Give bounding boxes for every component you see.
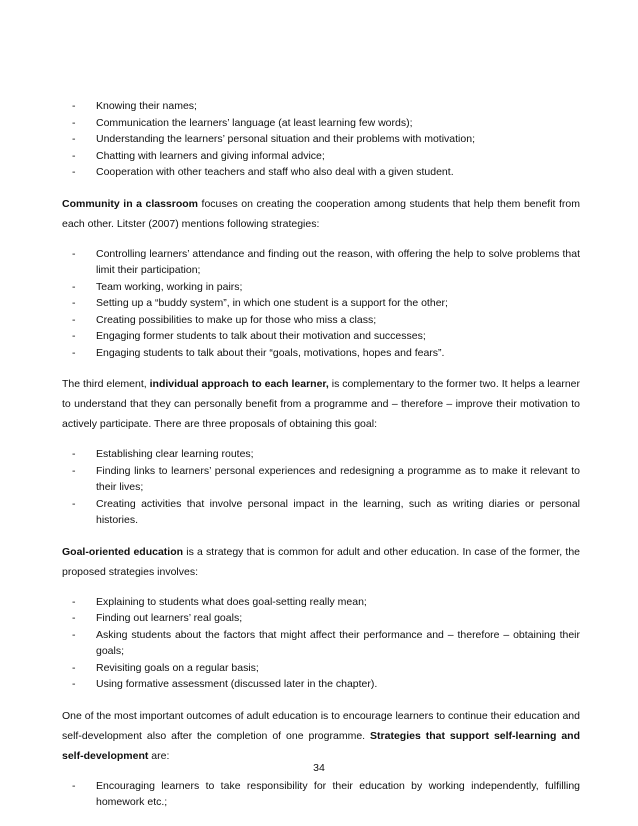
goal-oriented-heading: Goal-oriented education	[62, 545, 184, 558]
goal-oriented-paragraph	[62, 542, 580, 582]
individual-approach-list	[62, 446, 580, 529]
page-number: 34	[313, 762, 325, 774]
community-paragraph	[62, 194, 580, 234]
list-item: - Engaging former students to talk about their motivation and successes;	[62, 328, 580, 345]
list-item: - Communication the learners’ language (at least learning few words);	[62, 115, 580, 132]
list-item: - Asking students about the factors that might affect their performance and – therefore – obtaining their goals;	[62, 627, 580, 660]
individual-approach-paragraph	[62, 374, 580, 434]
community-text: focuses on creating the cooperation among students that help them benefit from each other. Litster (2007) mentions following strategies:	[62, 197, 580, 230]
community-strategies-list	[62, 246, 580, 362]
list-item: - Creating activities that involve personal impact in the learning, such as writing diaries or personal histories.	[62, 496, 580, 529]
goal-oriented-text: is a strategy that is common for adult and other education. In case of the former, the proposed strategies involves:	[62, 545, 580, 578]
list-item: - Creating possibilities to make up for those who miss a class;	[62, 312, 580, 329]
list-item: - Team working, working in pairs;	[62, 279, 580, 296]
list-item: - Finding links to learners’ personal experiences and redesigning a programme as to make it relevant to their lives;	[62, 463, 580, 496]
list-item: - Knowing their names;	[62, 98, 580, 115]
list-item: - Explaining to students what does goal-setting really mean;	[62, 594, 580, 611]
list-item: - Finding out learners’ real goals;	[62, 610, 580, 627]
individual-approach-intro: The third element,	[62, 378, 150, 390]
list-item: - Engaging students to talk about their “goals, motivations, hopes and fears”.	[62, 345, 580, 362]
list-item: - Chatting with learners and giving informal advice;	[62, 148, 580, 165]
list-item: - Using formative assessment (discussed later in the chapter).	[62, 676, 580, 693]
individual-approach-text: is complementary to the former two. It helps a learner to understand that they can personally benefit from a programme and – therefore – improve their motivation to actively participate. There are three proposals of obtaining this goal:	[62, 378, 580, 430]
student-contact-list	[62, 98, 580, 181]
individual-approach-heading: individual approach to each learner,	[149, 378, 329, 390]
list-item: - Revisiting goals on a regular basis;	[62, 660, 580, 677]
list-item: - Controlling learners’ attendance and finding out the reason, with offering the help to solve problems that limit their participation;	[62, 246, 580, 279]
list-item: - Setting up a “buddy system”, in which one student is a support for the other;	[62, 295, 580, 312]
self-learning-text: One of the most important outcomes of adult education is to encourage learners to continue their education and self-development also after the completion of one programme.	[62, 709, 580, 742]
document-page	[62, 98, 580, 824]
list-item: - Establishing clear learning routes;	[62, 446, 580, 463]
list-item: - Understanding the learners’ personal situation and their problems with motivation;	[62, 131, 580, 148]
list-item: - Cooperation with other teachers and staff who also deal with a given student.	[62, 164, 580, 181]
self-learning-list	[62, 778, 580, 811]
self-learning-tail: are:	[148, 749, 170, 762]
self-learning-heading: Strategies that support self-learning and self-development	[62, 729, 580, 762]
community-heading: Community in a classroom	[62, 197, 199, 210]
self-learning-paragraph	[62, 706, 580, 766]
list-item: - Encouraging learners to take responsibility for their education by working independently, fulfilling homework etc.;	[62, 778, 580, 811]
goal-oriented-list	[62, 594, 580, 693]
